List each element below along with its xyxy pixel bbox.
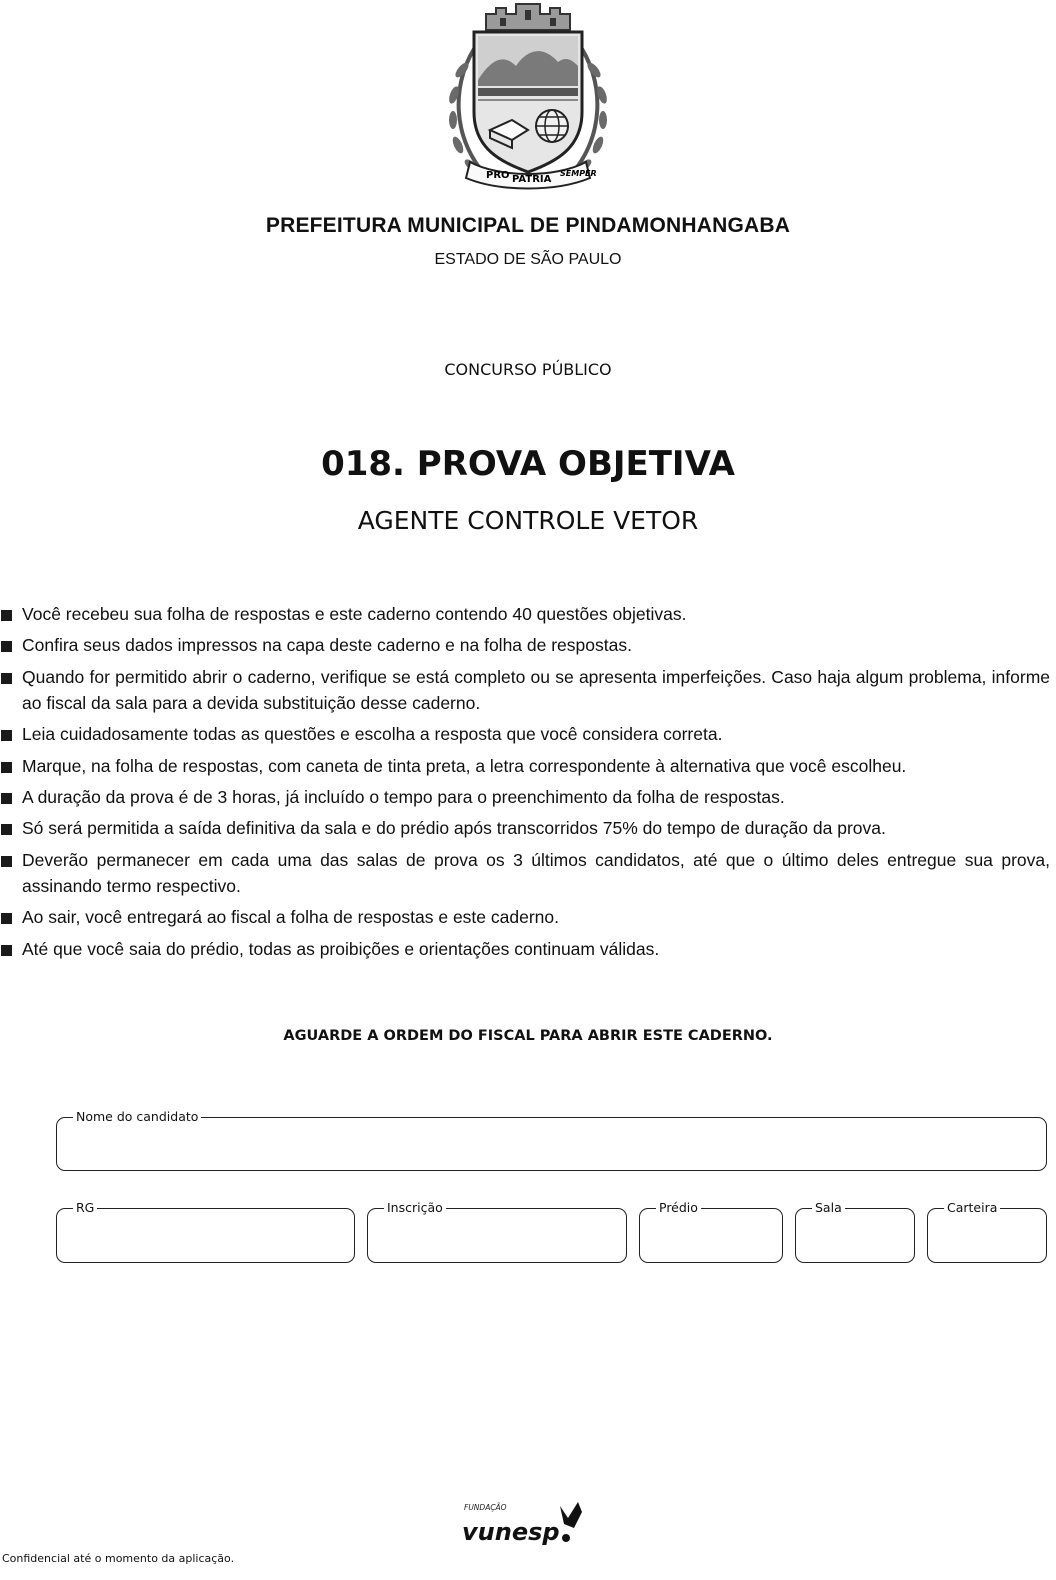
inscricao-label: Inscrição [384, 1200, 446, 1216]
rg-label: RG [73, 1200, 97, 1216]
exam-role: AGENTE CONTROLE VETOR [357, 506, 699, 535]
motto-patria: PATRIA [512, 174, 552, 185]
sala-field[interactable] [795, 1200, 915, 1263]
vunesp-name-text: vunesp [462, 1518, 560, 1546]
carteira-field[interactable] [927, 1200, 1047, 1263]
predio-field[interactable] [639, 1200, 783, 1263]
confidential-footer: Confidencial até o momento da aplicação. [2, 1552, 235, 1565]
candidate-name-label: Nome do candidato [73, 1109, 201, 1125]
carteira-label: Carteira [944, 1200, 1000, 1216]
instruction-item: Confira seus dados impressos na capa deste caderno e na folha de respostas. [0, 632, 1050, 659]
instruction-item: Ao sair, você entregará ao fiscal a folha de respostas e este caderno. [0, 904, 1050, 931]
instruction-item: Deverão permanecer em cada uma das salas de prova os 3 últimos candidatos, até que o último deles entregue sua prova, assinando termo respectivo. [0, 847, 1050, 900]
organization-state: ESTADO DE SÃO PAULO [434, 251, 622, 268]
instruction-item: Marque, na folha de respostas, com caneta de tinta preta, a letra correspondente à alternativa que você escolheu. [0, 753, 1050, 780]
municipal-crest-logo [420, 0, 636, 208]
sala-label: Sala [812, 1200, 845, 1216]
wait-notice: AGUARDE A ORDEM DO FISCAL PARA ABRIR ESTE CADERNO. [283, 1028, 773, 1044]
rg-field[interactable] [56, 1200, 355, 1263]
exam-title: 018. PROVA OBJETIVA [321, 444, 735, 484]
instruction-item: Quando for permitido abrir o caderno, verifique se está completo ou se apresenta imperfeições. Caso haja algum problema, informe ao fiscal da sala para a devida substituição desse caderno. [0, 664, 1050, 717]
contest-label: CONCURSO PÚBLICO [444, 360, 612, 379]
vunesp-logo [456, 1494, 596, 1550]
vunesp-foundation-text: FUNDAÇÃO [464, 1503, 507, 1512]
instruction-item: Você recebeu sua folha de respostas e este caderno contendo 40 questões objetivas. [0, 601, 1050, 628]
instructions-list [0, 601, 1050, 967]
candidate-name-field[interactable] [56, 1109, 1047, 1171]
instruction-item: Leia cuidadosamente todas as questões e escolha a resposta que você considera correta. [0, 721, 1050, 748]
instruction-item: A duração da prova é de 3 horas, já incluído o tempo para o preenchimento da folha de respostas. [0, 784, 1050, 811]
motto-pro: PRO [486, 170, 510, 181]
instruction-item: Até que você saia do prédio, todas as proibições e orientações continuam válidas. [0, 936, 1050, 963]
inscricao-field[interactable] [367, 1200, 627, 1263]
motto-semper: SEMPER [560, 169, 597, 178]
predio-label: Prédio [656, 1200, 701, 1216]
organization-name: PREFEITURA MUNICIPAL DE PINDAMONHANGABA [265, 214, 791, 237]
instruction-item: Só será permitida a saída definitiva da sala e do prédio após transcorridos 75% do tempo de duração da prova. [0, 815, 1050, 842]
